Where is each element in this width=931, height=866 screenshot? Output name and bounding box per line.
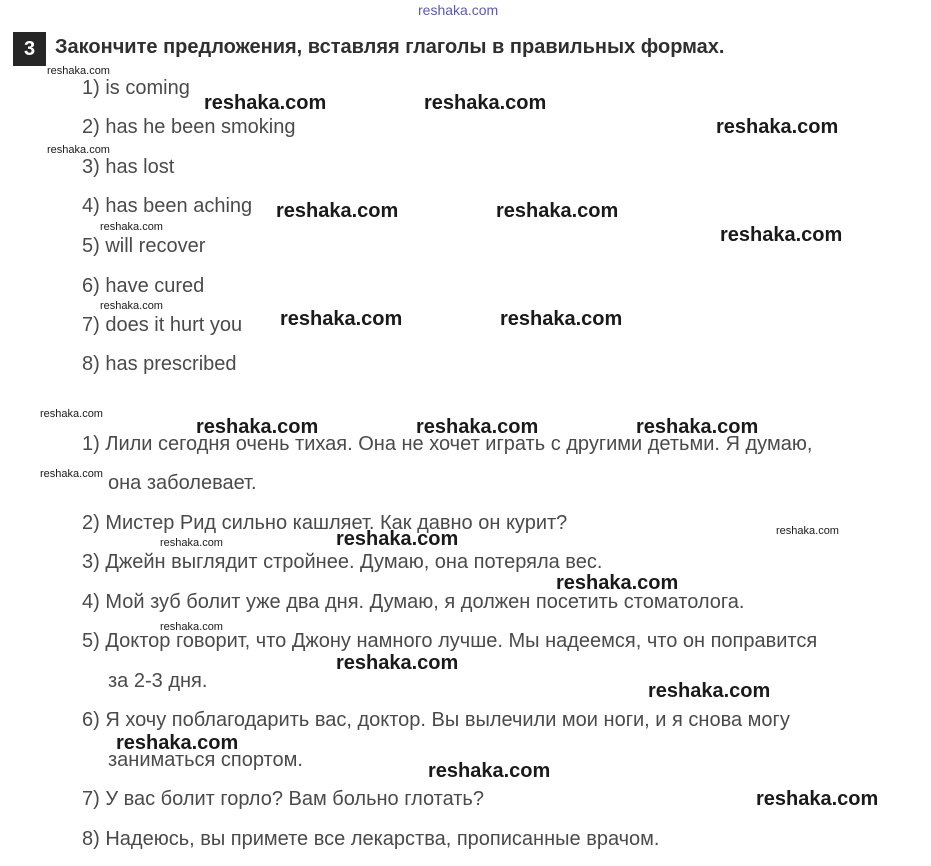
translation-item: 8) Надеюсь, вы примете все лекарства, прописанные врачом.: [82, 828, 660, 850]
watermark: reshaka.com: [716, 116, 839, 138]
answer-item: 2) has he been smoking: [82, 116, 296, 138]
watermark: reshaka.com: [720, 224, 843, 246]
watermark: reshaka.com: [160, 621, 223, 633]
answer-item: 8) has prescribed: [82, 353, 237, 375]
watermark: reshaka.com: [500, 308, 623, 330]
watermark: reshaka.com: [428, 760, 551, 782]
watermark: reshaka.com: [276, 200, 399, 222]
watermark: reshaka.com: [756, 788, 879, 810]
translation-item-continuation: она заболевает.: [108, 472, 257, 494]
watermark: reshaka.com: [47, 144, 110, 156]
translation-item: 1) Лили сегодня очень тихая. Она не хочет играть с другими детьми. Я думаю,: [82, 433, 813, 455]
translation-item-continuation: за 2-3 дня.: [108, 670, 208, 692]
watermark: reshaka.com: [416, 416, 539, 438]
translation-item: 4) Мой зуб болит уже два дня. Думаю, я должен посетить стоматолога.: [82, 591, 745, 613]
watermark: reshaka.com: [160, 537, 223, 549]
watermark: reshaka.com: [648, 680, 771, 702]
answer-item: 4) has been aching: [82, 195, 253, 217]
watermark: reshaka.com: [280, 308, 403, 330]
task-title: Закончите предложения, вставляя глаголы в правильных формах.: [55, 36, 725, 58]
answer-item: 6) have cured: [82, 275, 205, 297]
watermark: reshaka.com: [196, 416, 319, 438]
watermark: reshaka.com: [556, 572, 679, 594]
watermark: reshaka.com: [776, 525, 839, 537]
watermark: reshaka.com: [47, 65, 110, 77]
watermark: reshaka.com: [100, 221, 163, 233]
answer-item: 1) is coming: [82, 77, 190, 99]
site-link[interactable]: reshaka.com: [418, 2, 499, 18]
watermark: reshaka.com: [116, 732, 239, 754]
watermark: reshaka.com: [636, 416, 759, 438]
translation-item: 7) У вас болит горло? Вам больно глотать?: [82, 788, 484, 810]
answer-item: 7) does it hurt you: [82, 314, 243, 336]
translation-item-continuation: заниматься спортом.: [108, 749, 303, 771]
watermark: reshaka.com: [336, 652, 459, 674]
answer-item: 5) will recover: [82, 235, 206, 257]
answer-item: 3) has lost: [82, 156, 175, 178]
watermark: reshaka.com: [100, 300, 163, 312]
translation-item: 6) Я хочу поблагодарить вас, доктор. Вы вылечили мои ноги, и я снова могу: [82, 709, 790, 731]
watermark: reshaka.com: [424, 92, 547, 114]
translation-item: 2) Мистер Рид сильно кашляет. Как давно он курит?: [82, 512, 568, 534]
watermark: reshaka.com: [204, 92, 327, 114]
watermark: reshaka.com: [336, 528, 459, 550]
watermark: reshaka.com: [40, 468, 103, 480]
translation-item: 5) Доктор говорит, что Джону намного лучше. Мы надеемся, что он поправится: [82, 630, 818, 652]
watermark: reshaka.com: [496, 200, 619, 222]
watermark: reshaka.com: [40, 408, 103, 420]
task-number-badge: 3: [13, 32, 46, 66]
translation-item: 3) Джейн выглядит стройнее. Думаю, она потеряла вес.: [82, 551, 603, 573]
